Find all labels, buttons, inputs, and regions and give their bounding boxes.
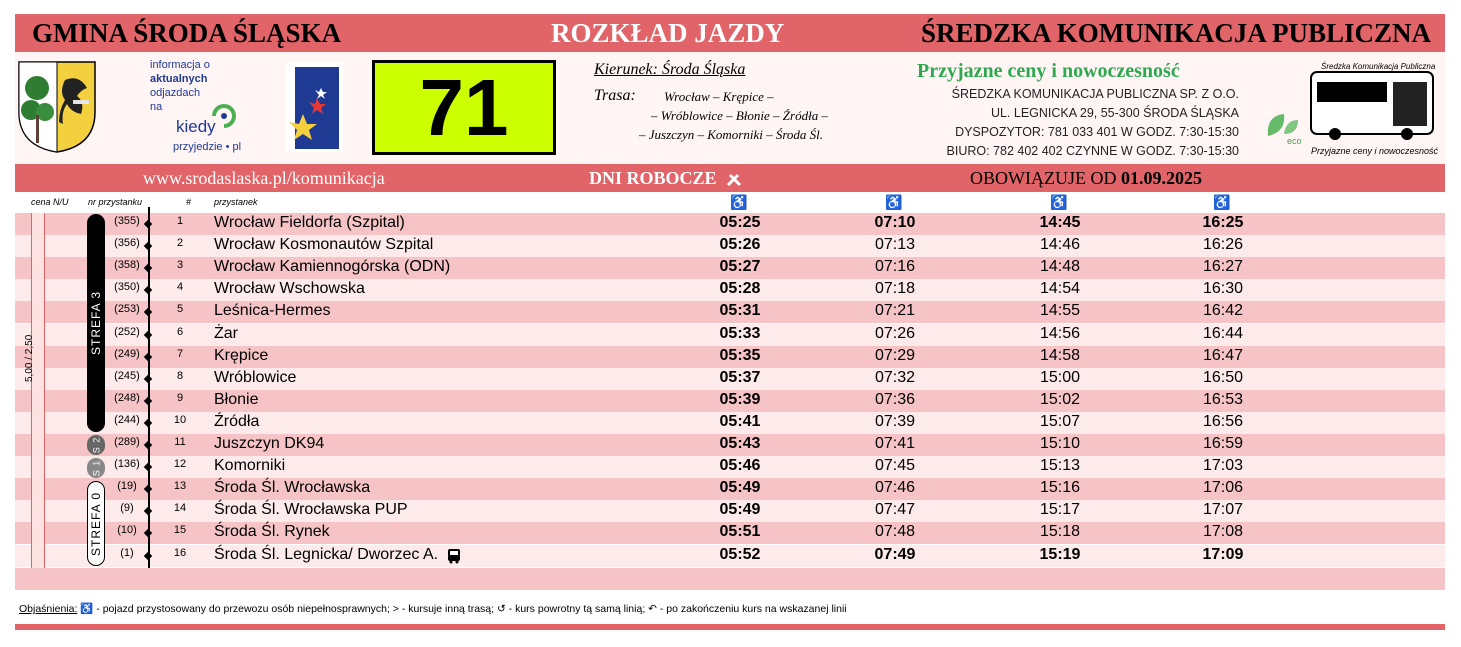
- company-dispatcher: DYSPOZYTOR: 781 033 401 W GODZ. 7:30-15:30: [955, 125, 1239, 139]
- stop-number: (248): [114, 391, 140, 404]
- departure-time: 15:19: [1039, 545, 1081, 563]
- departure-time: 15:02: [1039, 390, 1081, 408]
- stop-number: (355): [114, 215, 140, 227]
- table-row: [15, 346, 1445, 368]
- kiedy-line-4: na: [150, 101, 163, 113]
- route-label: Trasa:: [594, 87, 636, 104]
- departure-time: 14:54: [1039, 280, 1081, 298]
- departure-time: 17:08: [1202, 523, 1244, 541]
- departure-time: 05:26: [719, 236, 761, 254]
- stop-number: (19): [117, 480, 137, 493]
- stop-number: (10): [117, 524, 137, 537]
- departure-time: 15:10: [1039, 435, 1081, 452]
- departure-time: 14:55: [1039, 302, 1081, 320]
- departure-time: 07:41: [874, 435, 916, 452]
- departure-time: 07:47: [874, 501, 916, 519]
- bus-station-icon: [446, 548, 462, 564]
- departure-time: 05:28: [719, 280, 761, 298]
- stop-name: Żar: [214, 324, 238, 342]
- price-value: 5,00 / 2,50: [24, 334, 35, 382]
- departure-time: 05:31: [719, 302, 761, 320]
- bus-logo-top-text: Średzka Komunikacja Publiczna: [1321, 62, 1436, 71]
- table-row: [15, 478, 1445, 500]
- kiedy-line-3: odjazdach: [150, 87, 201, 99]
- zone-1-label: S 1: [90, 459, 101, 477]
- departure-time: 17:06: [1202, 479, 1244, 497]
- departure-time: 14:48: [1039, 258, 1081, 276]
- col-stop-number: nr przystanku: [88, 197, 143, 207]
- departure-time: 16:25: [1202, 214, 1244, 231]
- legend-label: Objaśnienia:: [19, 603, 78, 615]
- departure-time: 16:59: [1202, 435, 1244, 452]
- bus-company-logo: [1307, 62, 1437, 158]
- table-row: [15, 500, 1445, 522]
- stop-index: 2: [176, 237, 184, 250]
- info-bar: [15, 164, 1445, 192]
- coat-of-arms-logo: [17, 60, 97, 154]
- wheelchair-icon: ♿: [80, 603, 94, 615]
- bottom-bar: [15, 624, 1445, 630]
- stop-index: 9: [176, 391, 184, 404]
- stop-number: (356): [114, 237, 140, 250]
- table-row: [15, 213, 1445, 235]
- table-row: [15, 434, 1445, 457]
- stop-number: (249): [114, 347, 140, 360]
- kiedy-line-2: aktualnych: [150, 73, 208, 85]
- departure-time: 07:13: [874, 236, 916, 254]
- departure-time: 05:51: [719, 523, 761, 541]
- stop-name: Wrocław Wschowska: [214, 280, 365, 298]
- table-row: [15, 390, 1445, 412]
- stop-index: 3: [176, 259, 184, 272]
- departure-time: 07:16: [874, 258, 916, 276]
- stop-index: 7: [176, 347, 184, 360]
- days-label: DNI ROBOCZE: [589, 168, 717, 188]
- departure-time: 05:43: [719, 435, 761, 452]
- departure-time: 17:07: [1202, 501, 1244, 519]
- table-row: [15, 545, 1445, 567]
- valid-from: [970, 168, 1202, 189]
- departure-time: 07:36: [874, 390, 916, 408]
- departure-time: 07:29: [874, 346, 916, 364]
- stop-name: Komorniki: [214, 457, 286, 475]
- col-index: #: [186, 197, 192, 207]
- departure-time: 05:37: [719, 368, 761, 386]
- table-row: [15, 324, 1445, 346]
- stop-name: Środa Śl. Wrocławska: [214, 479, 371, 497]
- departure-time: 16:42: [1202, 302, 1244, 320]
- zone-1-badge: [87, 458, 105, 478]
- stop-number: (252): [114, 325, 140, 338]
- table-row: [15, 301, 1445, 323]
- timetable-title: ROZKŁAD JAZDY: [551, 18, 785, 48]
- company-slogan: Przyjazne ceny i nowoczesność: [917, 60, 1180, 82]
- departure-time: 16:56: [1202, 412, 1244, 430]
- stop-name: Błonie: [214, 390, 259, 408]
- zone-2-label: S 2: [90, 436, 101, 454]
- col-stop: przystanek: [214, 197, 258, 207]
- departure-time: 07:39: [874, 412, 916, 430]
- stop-index: 11: [174, 436, 186, 448]
- departure-time: 07:21: [874, 302, 916, 320]
- website-link[interactable]: www.srodaslaska.pl/komunikacja: [143, 168, 385, 188]
- route-line: [148, 207, 150, 575]
- departure-time: 07:45: [874, 457, 916, 475]
- eu-funds-logo: [285, 62, 343, 152]
- kiedy-brand: kiedy: [176, 117, 216, 136]
- zone-2-badge: [87, 435, 105, 455]
- eco-label: eco: [1287, 136, 1302, 146]
- departure-time: 15:17: [1039, 501, 1081, 519]
- departure-time: 05:49: [719, 501, 761, 519]
- route-line-2: – Wróblowice – Błonie – Źródła –: [651, 108, 828, 123]
- departure-time: 17:03: [1202, 457, 1244, 475]
- kiedy-przyjedzie-info[interactable]: [150, 58, 250, 156]
- wheelchair-icon: ♿: [730, 194, 748, 210]
- stop-name: Juszczyn DK94: [214, 435, 325, 452]
- departure-time: 14:46: [1039, 236, 1081, 254]
- stop-name: Wrocław Fieldorfa (Szpital): [214, 214, 405, 231]
- departure-time: 16:30: [1202, 280, 1244, 298]
- wheelchair-icon: ♿: [885, 194, 903, 210]
- departure-time: 07:26: [874, 324, 916, 342]
- departure-time: 05:33: [719, 324, 761, 342]
- departure-time: 05:49: [719, 479, 761, 497]
- zone-0-label: STREFA 0: [89, 491, 103, 556]
- departure-time: 05:39: [719, 390, 761, 408]
- stop-name: Wróblowice: [214, 368, 297, 386]
- departure-time: 15:16: [1039, 479, 1081, 497]
- table-row: [15, 522, 1445, 544]
- route-line-3: – Juszczyn – Komorniki – Środa Śl.: [639, 127, 824, 142]
- wheelchair-icon: ♿: [1050, 194, 1068, 210]
- stop-index: 12: [173, 458, 187, 471]
- departure-time: 15:07: [1039, 412, 1081, 430]
- stop-number: (253): [114, 303, 140, 316]
- departure-time: 05:25: [719, 214, 761, 231]
- departure-time: 15:13: [1039, 457, 1081, 475]
- bus-logo-bottom-text: Przyjazne ceny i nowoczesność: [1311, 146, 1439, 156]
- company-address: UL. LEGNICKA 29, 55-300 ŚRODA ŚLĄSKA: [990, 106, 1239, 120]
- kiedy-line-1: informacja o: [150, 59, 210, 71]
- bus-icon: [1307, 62, 1437, 142]
- price-strip: [31, 213, 45, 568]
- stop-number: (245): [114, 369, 140, 382]
- departure-time: 05:46: [719, 457, 761, 475]
- stop-name: Środa Śl. Rynek: [214, 523, 330, 541]
- departure-time: 05:27: [719, 258, 761, 276]
- stop-number: (136): [114, 458, 140, 471]
- stop-index: 14: [173, 502, 187, 515]
- table-row: [15, 456, 1445, 478]
- departure-time: 07:18: [874, 280, 916, 298]
- stop-number: (9): [120, 502, 134, 515]
- table-row: [15, 412, 1445, 434]
- direction-label: Kierunek: Środa Śląska: [594, 61, 746, 78]
- departure-time: 05:35: [719, 346, 761, 364]
- departure-time: 07:32: [874, 368, 916, 386]
- table-row: [15, 257, 1445, 279]
- departure-time: 16:50: [1202, 368, 1244, 386]
- stop-name: Źródła: [214, 412, 260, 430]
- route-line-1: Wrocław – Krępice –: [664, 89, 774, 104]
- stop-name: Środa Śl. Legnicka/ Dworzec A.: [214, 545, 439, 563]
- departure-time: 05:41: [719, 412, 761, 430]
- tools-icon: [726, 171, 742, 187]
- stop-index: 13: [173, 480, 187, 493]
- departure-time: 07:46: [874, 479, 916, 497]
- company-office: BIURO: 782 402 402 CZYNNE W GODZ. 7:30-15:30: [946, 144, 1239, 158]
- departure-time: 05:52: [719, 545, 761, 563]
- line-number-box: 71: [372, 60, 556, 155]
- stop-name: Krępice: [214, 346, 269, 364]
- legend: [19, 602, 847, 615]
- stop-name: Środa Śl. Wrocławska PUP: [214, 501, 408, 519]
- stop-name: Leśnica-Hermes: [214, 302, 331, 320]
- company-name: ŚREDZKA KOMUNIKACJA PUBLICZNA SP. Z O.O.: [951, 87, 1239, 101]
- stop-name: Wrocław Kosmonautów Szpital: [214, 236, 434, 254]
- stop-index: 1: [176, 215, 184, 227]
- stop-index: 6: [176, 325, 184, 338]
- stop-number: (244): [114, 413, 140, 426]
- stop-number: (358): [114, 259, 140, 272]
- departure-time: 14:45: [1039, 214, 1081, 231]
- departure-time: 16:44: [1202, 324, 1244, 342]
- stop-index: 16: [173, 546, 187, 559]
- table-row: [15, 279, 1445, 301]
- departure-time: 07:49: [874, 545, 916, 563]
- title-bar: [15, 14, 1445, 52]
- stop-index: 10: [173, 413, 187, 426]
- operator-title: ŚREDZKA KOMUNIKACJA PUBLICZNA: [920, 18, 1431, 48]
- departure-time: 07:10: [874, 214, 916, 231]
- departure-time: 16:53: [1202, 390, 1244, 408]
- empty-row: [15, 568, 1445, 590]
- departure-time: 16:26: [1202, 236, 1244, 254]
- stop-index: 5: [176, 303, 184, 316]
- departure-time: 16:47: [1202, 346, 1244, 364]
- stop-index: 15: [173, 524, 187, 537]
- zone-3-label: STREFA 3: [89, 290, 103, 356]
- zone-3-badge: [87, 214, 105, 432]
- table-row: [15, 368, 1445, 390]
- stop-index: 8: [176, 369, 184, 382]
- col-price: cena N/U: [31, 197, 69, 207]
- stop-number: (289): [114, 436, 140, 448]
- stop-number: (1): [120, 546, 134, 559]
- stop-index: 4: [176, 281, 184, 294]
- kiedy-brand-2: przyjedzie • pl: [173, 141, 242, 153]
- departure-time: 15:18: [1039, 523, 1081, 541]
- kiedy-logo-icon: [210, 102, 240, 132]
- municipality-title: GMINA ŚRODA ŚLĄSKA: [32, 18, 342, 48]
- departure-time: 17:09: [1202, 545, 1244, 563]
- departure-time: 14:58: [1039, 346, 1081, 364]
- zone-0-badge: [87, 481, 105, 566]
- wheelchair-icon: ♿: [1213, 194, 1231, 210]
- table-row: [15, 235, 1445, 257]
- stop-name: Wrocław Kamiennogórska (ODN): [214, 258, 451, 276]
- departure-time: 14:56: [1039, 324, 1081, 342]
- departure-time: 07:48: [874, 523, 916, 541]
- valid-from-prefix: OBOWIĄZUJE OD: [970, 168, 1117, 188]
- valid-from-date: 01.09.2025: [1120, 168, 1202, 188]
- departure-time: 15:00: [1039, 368, 1081, 386]
- legend-text: - pojazd przystosowany do przewozu osób niepełnosprawnych; > - kursuje inną trasą; ↺ - kurs powrotny tą samą linią; ↶ - po zakończeniu kurs na wskazanej linii: [96, 603, 847, 615]
- stop-number: (350): [114, 281, 140, 294]
- departure-time: 16:27: [1202, 258, 1244, 276]
